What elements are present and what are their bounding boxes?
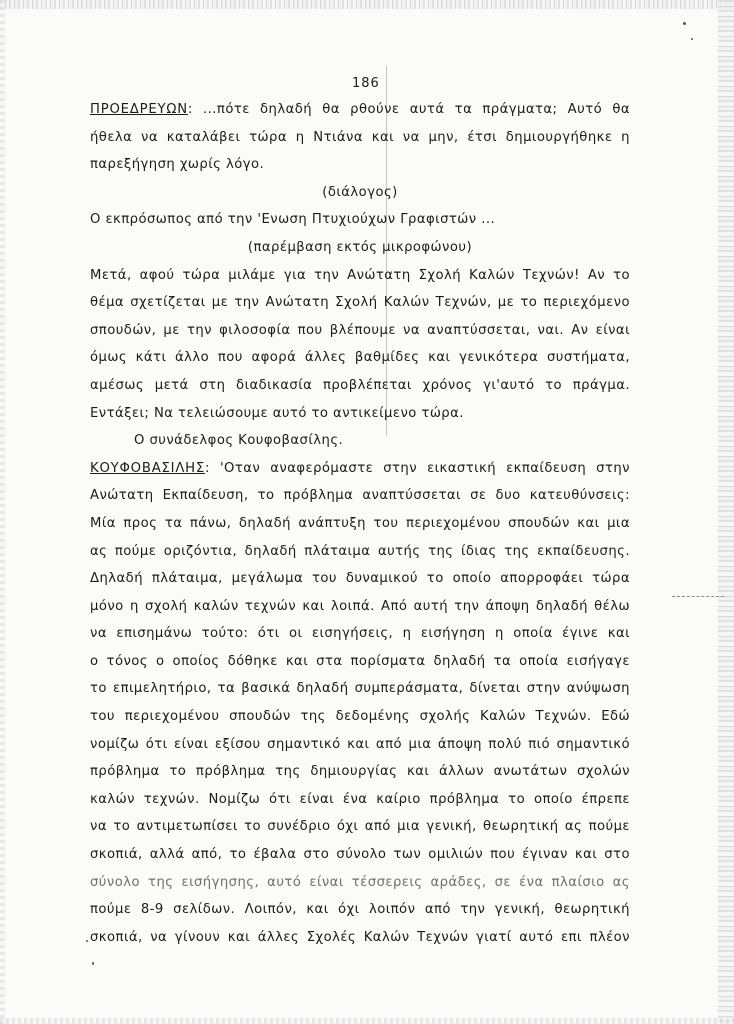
text-line: σκοπιά, αλλά από, το έβαλα στο σύνολο των ομιλιών που έγιναν και στο xyxy=(90,847,630,863)
margin-dash xyxy=(672,596,724,597)
text-line: Μετά, αφού τώρα μιλάμε για την Ανώτατη Σχολή Καλών Τεχνών! Αν το xyxy=(90,267,630,283)
text-line: όμως κάτι άλλο που αφορά άλλες βαθμίδες και γενικότερα συστήματα, xyxy=(90,350,630,366)
scan-edge-right xyxy=(718,0,734,1024)
text-line: ο τόνος ο οποίος δόθηκε και στα πορίσματα δηλαδή τα οποία εισήγαγε xyxy=(90,653,630,669)
text-line: σκοπιά, να γίνουν και άλλες Σχολές Καλών Τεχνών γιατί αυτό επι πλέον xyxy=(90,929,630,945)
text-line: μόνο η σχολή καλών τεχνών και λοιπά. Από αυτή την άποψη δηλαδή θέλω xyxy=(90,598,630,614)
text-line: καλών τεχνών. Νομίζω ότι είναι ένα καίριο πρόβλημα το οποίο έπρεπε xyxy=(90,791,630,807)
text-line: του περιεχομένου σπουδών της δεδομένης σχολής Καλών Τεχνών. Εδώ xyxy=(90,709,630,725)
text-line: Δηλαδή πλάταιμα, μεγάλωμα του δυναμικού το οποίο απορροφάει τώρα xyxy=(90,571,630,587)
scan-edge-bottom xyxy=(0,1018,734,1024)
text-line: πούμε 8-9 σελίδων. Λοιπόν, και όχι λοιπόν από την γενική, θεωρητική xyxy=(90,902,630,918)
text-line: Ο εκπρόσωπος από την 'Ενωση Πτυχιούχων Γραφιστών ... xyxy=(90,212,496,228)
text-line: παρεξήγηση χωρίς λόγο. xyxy=(90,157,265,173)
speaker-name: ΠΡΟΕΔΡΕΥΩΝ xyxy=(90,102,188,117)
text-line: Ο συνάδελφος Κουφοβασίλης. xyxy=(134,433,344,449)
text-line: ΠΡΟΕΔΡΕΥΩΝ: ...πότε δηλαδή θα ρθούνε αυτά τα πράγματα; Αυτό θα xyxy=(90,102,630,117)
text-line: σύνολο της εισήγησης, αυτό είναι τέσσερεις αράδες, σε ένα πλαίσιο ας xyxy=(90,874,630,890)
scan-speck xyxy=(691,38,693,40)
text-line: ας πούμε οριζόντια, δηλαδή πλάταιμα αυτής της ίδιας της εκπαίδευσης. xyxy=(90,543,630,559)
text-line: ήθελα να καταλάβει τώρα η Ντιάνα και να μην, έτσι δημιουργήθηκε η xyxy=(90,129,630,145)
text-line: να επισημάνω τούτο: ότι οι εισηγήσεις, η εισήγηση η οποία έγινε και xyxy=(90,626,630,642)
scan-edge-left xyxy=(0,0,5,1024)
text-line: νομίζω ότι είναι εξίσου σημαντικό και από μια άποψη πολύ πιό σημαντικό xyxy=(90,736,630,752)
text-line: σπουδών, με την φιλοσοφία που βλέπουμε να αναπτύσσεται, ναι. Αν είναι xyxy=(90,322,630,338)
stage-note: (παρέμβαση εκτός μικροφώνου) xyxy=(247,239,473,255)
text-line: Μία προς τα πάνω, δηλαδή ανάπτυξη του περιεχομένου σπουδών και μια xyxy=(90,515,630,531)
scan-speck xyxy=(683,22,686,25)
page-number: 186 xyxy=(352,76,380,91)
text-line: να το αντιμετωπίσει το συνέδριο όχι από μια γενική, θεωρητική ας πούμε xyxy=(90,819,630,835)
text-line: πρόβλημα το πρόβλημα της δημιουργίας και άλλων ανωτάτων σχολών xyxy=(90,764,630,780)
scan-edge-top xyxy=(0,0,734,9)
text-line: αμέσως μετά στη διαδικασία προβλέπεται χρόνος γι'αυτό το πράγμα. xyxy=(90,377,630,393)
text-line: ΚΟΥΦΟΒΑΣΙΛΗΣ: 'Οταν αναφερόμαστε στην εικαστική εκπαίδευση στην xyxy=(90,460,630,476)
text-line: θέμα σχετίζεται με την Ανώτατη Σχολή Καλών Τεχνών, με το περιεχόμενο xyxy=(90,295,630,311)
text-line: Εντάξει; Να τελειώσουμε αυτό το αντικείμενο τώρα. xyxy=(90,405,464,421)
stage-note: (διάλογος) xyxy=(322,184,398,200)
text-line: Ανώτατη Εκπαίδευση, το πρόβλημα αναπτύσσεται σε δυο κατευθύνσεις: xyxy=(90,488,630,504)
speaker-name: ΚΟΥΦΟΒΑΣΙΛΗΣ xyxy=(90,460,206,476)
scan-speck xyxy=(92,962,94,965)
text-line: το επιμελητήριο, τα βασικά δηλαδή συμπεράσματα, δίνεται στην ανύψωση xyxy=(90,681,630,697)
transcript-body xyxy=(90,96,630,951)
scan-speck xyxy=(86,940,88,942)
